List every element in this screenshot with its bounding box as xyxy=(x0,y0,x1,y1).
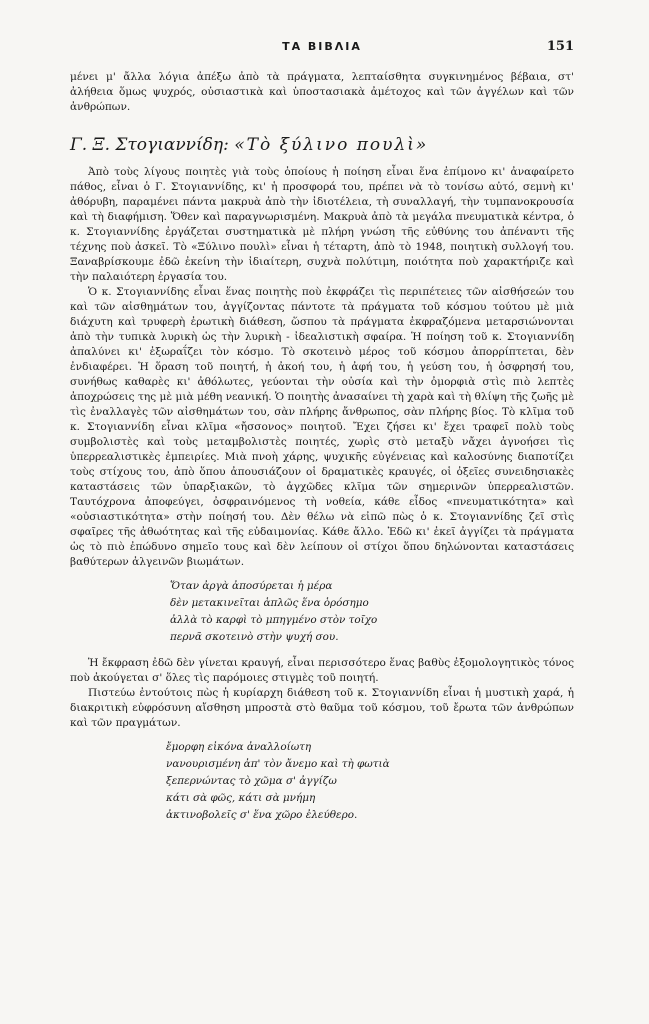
verse-line: ξεπερνώντας τὸ χῶμα σ' ἀγγίζω xyxy=(166,775,337,787)
page-number: 151 xyxy=(546,39,574,54)
verse-line: δὲν μετακινεῖται ἁπλῶς ἕνα ὁρόσημο xyxy=(170,597,369,609)
verse-line: κάτι σὰ φῶς, κάτι σὰ μνήμη xyxy=(166,792,316,804)
review-paragraph-2: Ὁ κ. Στογιαννίδης εἶναι ἕνας ποιητὴς ποὺ ἐκφράζει τὶς περιπέτειες τῶν αἰσθήσεών του καὶ τῶν αἰσθημάτων του, ἀγγίζοντας πάντοτε τὰ πράγματα τοῦ κόσμου τούτου μὲ μιὰ διάχυτη καὶ τρυφερὴ ἐρωτικὴ διάθεση, ὥσπου τὰ πράγματα ἐκφραζόμενα μεταρσιώνονται ἀπὸ τὴν τυπικὰ λυρικὴ ὡς τὴν λυρικὴ - ἰδεαλιστικὴ σφαίρα. Ἡ ποίηση τοῦ κ. Στογιαννίδη ἀπαλύνει κι' ἐξωραΐζει τὸν κόσμο. Τὸ σκοτεινὸ μέρος τοῦ κόσμου ἀπορρίπτεται, δὲν ἐνδιαφέρει. Ἡ ὅραση τοῦ ποιητή, ἡ ἀκοή του, ἡ ἀφή του, ἡ γεύση του, ἡ ὀσφρησή του, συνήθως καθαρὲς κι' ἀθόλωτες, γεύονται τὴν οὐσία καὶ τὴν ὀμορφιὰ στὶς πιὸ λεπτὲς ἀποχρώσεις της μὲ μιὰ μέθη νεανική. Ὁ ποιητὴς ἀνασαίνει τὴ χαρὰ καὶ τὴ θλίψη τῆς ζωῆς μὲ τὶς ἐναλλαγὲς τῶν αἰσθημάτων του, σὰν πλήρης ἄνθρωπος, σὰν πλήρης βίος. Τὸ κλῖμα τοῦ κ. Στογιαννίδη εἶναι κλῖμα «ἤσσονος» ποιητοῦ. Ἔχει ζήσει κι' ἔχει τραφεῖ πολὺ τοὺς συμβολιστὲς καὶ τοὺς μεταμβολιστὲς ποιητές, χωρὶς στὸ μεταξὺ νἄχει ἀγνοήσει τὶς ὑπερρεαλιστικὲς ἐμπειρίες. Μιὰ πνοὴ χάρης, ψυχικῆς εὐγένειας καὶ καλοσύνης διαποτίζει τοὺς στίχους του, ἀπὸ ὅπου ἀπουσιάζουν οἱ δραματικὲς κραυγές, οἱ ὀξεῖες συνειδησιακὲς καταστάσεις τῶν ὑπαρξιακῶν, τὸ ἀγχῶδες κλῖμα τῶν σημερινῶν ὑπερρεαλιστῶν. Ταυτόχρονα ἀποφεύγει, ὀσφραινόμενος τὴ νοθεία, κάθε εἶδος «πνευματικότητα» καὶ «οὐσιαστικότητα» στὴν ποίησή του. Δὲν θέλω νὰ εἰπῶ πὼς ὁ κ. Στογιαννίδης ζεῖ στὶς σφαῖρες τῆς ἀθωότητας καὶ τῆς εὐδαιμονίας. Κάθε ἄλλο. Ἐδῶ κι' ἐκεῖ ἀγγίζει τὰ πράγματα ὡς τὸ πιὸ ἐπώδυνο σημεῖο τους καὶ δὲν λείπουν οἱ στίχοι ὅπου δηλώνονται καταστάσεις βαθύτερων ἀλγεινῶν βιωμάτων. xyxy=(70,286,574,568)
verse-quote-1 xyxy=(70,578,574,646)
page-body xyxy=(70,70,574,834)
verse-line: περνᾶ σκοτεινὸ στὴν ψυχή σου. xyxy=(170,631,339,643)
running-title: ΤΑ ΒΙΒΛΙΑ xyxy=(282,40,362,53)
verse-line: ἀλλὰ τὸ καρφὶ τὸ μπηγμένο στὸν τοῖχο xyxy=(170,614,378,626)
verse-line: Ὅταν ἀργὰ ἀποσύρεται ἡ μέρα xyxy=(170,580,333,592)
heading-title: «Τὸ ξύλινο πουλὶ» xyxy=(234,135,429,155)
page-header xyxy=(70,40,574,56)
review-paragraph-3: Ἡ ἔκφραση ἐδῶ δὲν γίνεται κραυγή, εἶναι περισσότερο ἕνας βαθὺς ἐξομολογητικὸς τόνος ποὺ ἀκούγεται σ' ὅλες τὶς παρόμοιες στιγμὲς τοῦ ποιητή. xyxy=(70,657,574,684)
verse-line: νανουρισμένη ἀπ' τὸν ἄνεμο καὶ τὴ φωτιὰ xyxy=(166,758,390,770)
heading-author: Γ. Ξ. Στογιαννίδη: xyxy=(70,135,229,155)
verse-quote-2 xyxy=(70,739,574,824)
review-paragraph-1: Ἀπὸ τοὺς λίγους ποιητὲς γιὰ τοὺς ὁποίους ἡ ποίηση εἶναι ἕνα ἐπίμονο κι' ἀναφαίρετο πάθος, εἶναι ὁ Γ. Στογιαννίδης, κι' ἡ προσφορά του, πρέπει νὰ τὸ τονίσω αὐτό, σεμνὴ κι' ἀθόρυβη, παραμένει πάντα μακρυὰ ἀπὸ τὴν ἰδιοτέλεια, τὴ συναλλαγή, τὴν τυμπανοκρουσία καὶ τὴ διαφήμιση. Ὅθεν καὶ παραγνωρισμένη. Μακρυὰ ἀπὸ τὰ μεγάλα πνευματικὰ κέντρα, ὁ κ. Στογιαννίδης ἐργάζεται συστηματικὰ μὲ πλήρη γνώση τῆς εὐθύνης του ἀπέναντι τῆς τέχνης ποὺ ἀσκεῖ. Τὸ «Ξύλινο πουλὶ» εἶναι ἡ τέταρτη, ἀπὸ τὸ 1948, ποιητικὴ συλλογή του. Ξαναβρίσκουμε ἐδῶ ἐκείνη τὴν ἰδιαίτερη, συχνὰ πολύτιμη, ποιότητα ποὺ χαρακτήριζε καὶ τὴν παλαιότερη ἐργασία του. xyxy=(70,166,574,283)
verse-line: ἔμορφη εἰκόνα ἀναλλοίωτη xyxy=(166,741,312,753)
review-heading xyxy=(70,134,574,156)
review-paragraph-4: Πιστεύω ἐντούτοις πὼς ἡ κυρίαρχη διάθεση τοῦ κ. Στογιαννίδη εἶναι ἡ μυστικὴ χαρά, ἡ διακριτικὴ εὐφρόσυνη αἴσθηση μπροστὰ στὸ θαῦμα τοῦ κόσμου, τοῦ ἔρωτα τῶν ἀνθρώπων καὶ τῶν πραγμάτων. xyxy=(70,687,574,729)
intro-paragraph: μένει μ' ἄλλα λόγια ἀπέξω ἀπὸ τὰ πράγματα, λεπταίσθητα συγκινημένος βέβαια, στ' ἀλήθεια ὅμως ψυχρός, οὐσιαστικὰ καὶ ὑποστασιακὰ ἀμέτοχος καὶ τῶν ἀγγέλων καὶ τῶν ἀνθρώπων. xyxy=(70,71,574,113)
verse-line: ἀκτινοβολεῖς σ' ἕνα χῶρο ἐλεύθερο. xyxy=(166,809,358,821)
